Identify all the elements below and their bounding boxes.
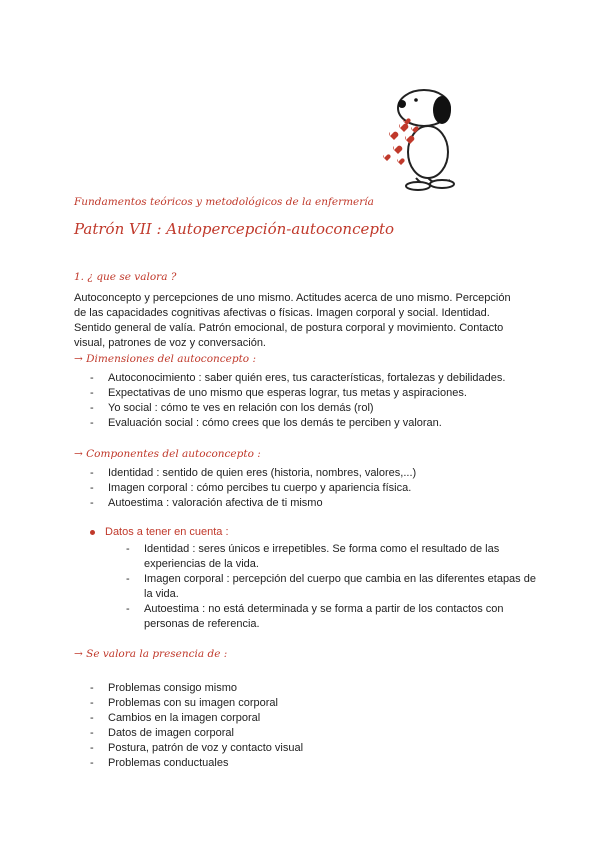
list-item: - Autoestima : no está determinada y se forma a partir de los contactos con personas de referencia. <box>126 602 536 632</box>
list-item: - Expectativas de uno mismo que esperas lograr, tus metas y aspiraciones. <box>90 386 530 401</box>
page-title: Patrón VII : Autopercepción-autoconcepto <box>74 220 395 238</box>
list-item: - Problemas con su imagen corporal <box>90 696 530 711</box>
bullet-dot-icon <box>90 530 95 535</box>
list-item: - Problemas conductuales <box>90 756 530 771</box>
list-item: - Autoconocimiento : saber quién eres, tus características, fortalezas y debilidades. <box>90 371 530 386</box>
list-item: - Identidad : seres únicos e irrepetibles. Se forma como el resultado de las experiencias de la vida. <box>126 542 536 572</box>
componentes-list <box>90 466 530 511</box>
list-item: - Autoestima : valoración afectiva de ti mismo <box>90 496 530 511</box>
list-item: - Cambios en la imagen corporal <box>90 711 530 726</box>
que-se-valora-paragraph: Autoconcepto y percepciones de uno mismo. Actitudes acerca de uno mismo. Percepción de las capacidades cognitivas afectivas o físicas. Imagen corporal y social. Identidad. Sentido general de valía. Patrón emocional, de postura corporal y movimiento. Contacto visual, patrones de voz y conversación. <box>74 292 511 349</box>
list-item: - Evaluación social : cómo crees que los demás te perciben y valoran. <box>90 416 530 431</box>
list-item: - Imagen corporal : cómo percibes tu cuerpo y apariencia física. <box>90 481 530 496</box>
snoopy-hearts-illustration <box>376 82 472 192</box>
list-item: - Identidad : sentido de quien eres (historia, nombres, valores,...) <box>90 466 530 481</box>
datos-a-tener-en-cuenta <box>90 526 229 538</box>
list-item: - Yo social : cómo te ves en relación con los demás (rol) <box>90 401 530 416</box>
course-subtitle: Fundamentos teóricos y metodológicos de la enfermería <box>74 196 374 208</box>
list-item: - Postura, patrón de voz y contacto visual <box>90 741 530 756</box>
list-item: - Problemas consigo mismo <box>90 681 530 696</box>
datos-label: Datos a tener en cuenta : <box>105 526 229 538</box>
presencia-list <box>90 681 530 771</box>
componentes-title: → Componentes del autoconcepto : <box>74 448 261 460</box>
list-item: - Datos de imagen corporal <box>90 726 530 741</box>
dimensiones-title: → Dimensiones del autoconcepto : <box>74 353 257 365</box>
list-item: - Imagen corporal : percepción del cuerpo que cambia en las diferentes etapas de la vida. <box>126 572 536 602</box>
dimensiones-list <box>90 371 530 431</box>
section-que-se-valora-title: 1. ¿ que se valora ? <box>74 271 177 283</box>
presencia-title: → Se valora la presencia de : <box>74 648 228 660</box>
datos-list <box>126 542 536 632</box>
